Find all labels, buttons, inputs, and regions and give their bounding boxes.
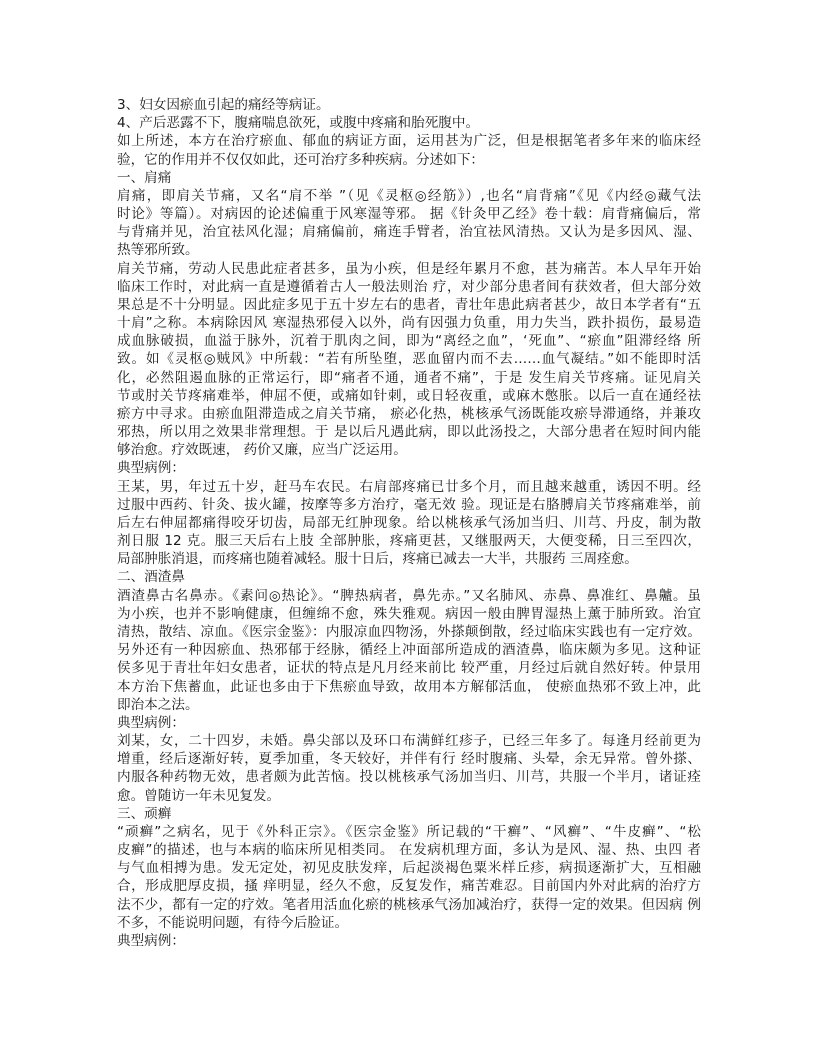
text-line: 3、妇女因瘀血引起的痛经等病证。: [117, 97, 330, 113]
text-line: 另外还有一种因瘀血、热邪郁于经脉，循经上冲面部所造成的酒渣鼻，临床颇为多见。这种证: [117, 642, 701, 659]
text-line: 局部肿胀消退，而疼痛也随着减轻。服十日后，疼痛已减去一大半，共服药 三周痊愈。: [117, 551, 638, 568]
text-line: 肩关节痛，劳动人民患此症者甚多，虽为小疾，但是经年累月不愈，甚为痛苦。本人早年开始: [117, 260, 701, 277]
text-line: 邪热，所以用之效果非常理想。于 是以后凡遇此病，即以此汤投之，大部分患者在短时间内能: [117, 424, 701, 441]
text-line: 如上所述，本方在治疗瘀血、郁血的病证方面，运用甚为广泛，但是根据笔者多年来的临床经: [117, 133, 701, 150]
text-line: 验，它的作用并不仅仅如此，还可治疗多种疾病。分述如下：: [117, 151, 485, 168]
text-line: 后左右伸屈都痛得咬牙切齿，局部无红肿现象。给以桃核承气汤加当归、川芎、丹皮，制为散: [117, 514, 701, 531]
text-line: 增重，经后逐渐好转，夏季加重，冬天较好，并伴有行 经时腹痛、头晕，余无异常。曾外搽、: [117, 751, 701, 768]
text-line: 够治愈。疗效既速， 药价又廉，应当广泛运用。: [117, 442, 407, 459]
text-line: 不多，不能说明问题，有待今后脸证。: [117, 914, 349, 931]
text-line: 剂日服 12 克。服三天后右上肢 全部肿胀，疼痛更甚，又继服两天，大便变稀，日三至四次，: [117, 533, 701, 550]
text-line: 清热，散结、凉血。《医宗金鉴》：内服凉血四物汤，外搽颠倒散，经过临床实践也有一定疗效。: [117, 623, 701, 640]
text-line: 即治本之法。: [117, 696, 199, 713]
text-line: 热等邪所致。: [117, 242, 199, 259]
text-line: 合，形成肥厚皮损，搔 痒明显，经久不愈，反复发作，痛苦难忍。目前国内外对此病的治疗方: [117, 878, 701, 895]
text-line: 内服各种药物无效，患者颇为此苦恼。投以桃核承气汤加当归、川芎，共服一个半月，诸证痊: [117, 769, 701, 786]
text-line: 致。如《灵枢◎贼风》中所载：“若有所坠堕，恶血留内而不去……血气凝结。”如不能即时活: [117, 351, 701, 368]
text-line: 时论》等篇）。对病因的论述偏重于风寒湿等邪。 据《针灸甲乙经》卷十载：肩背痛偏后，常: [117, 206, 701, 223]
text-line: 王某，男，年过五十岁，赶马车农民。右肩部疼痛已廿多个月，而且越来越重，诱因不明。经: [117, 478, 701, 495]
text-line: 过服中西药、针灸、拔火罐，按摩等多方治疗，毫无效 验。现证是右胳膊肩关节疼痛难举，前: [117, 496, 701, 513]
text-line: 十肩”之称。本病除因风 寒湿热邪侵入以外，尚有因强力负重，用力失当，跌扑损伤，最易造: [117, 315, 701, 332]
text-line: 皮癣”的描述，也与本病的临床所见相类同。 在发病机理方面，多认为是风、湿、热、虫四 者: [117, 842, 701, 859]
document-body: [117, 96, 701, 950]
text-line: 酒渣鼻古名鼻赤。《素问◎热论》。“脾热病者，鼻先赤。”又名肺风、赤鼻、鼻准红、鼻齇。虽: [117, 587, 701, 604]
text-line: 果总是不十分明显。因此症多见于五十岁左右的患者，青壮年患此病者甚少，故日本学者有“五: [117, 296, 701, 313]
text-line: 与气血相搏为患。发无定处，初见皮肤发痒，后起淡褐色粟米样丘疹，病损逐渐扩大，互相融: [117, 860, 701, 877]
text-line: 化，必然阻遏血脉的正常运行，即“痛者不通，通者不痛”，于是 发生肩关节疼痛。证见肩关: [117, 369, 701, 386]
text-line: 法不少，都有一定的疗效。笔者用活血化瘀的桃核承气汤加减治疗，获得一定的效果。但因病 例: [117, 896, 701, 913]
text-line: 愈。曾随访一年未见复发。: [117, 787, 281, 804]
section-heading: 一、肩痛: [117, 169, 172, 186]
text-line: 节或肘关节疼痛难举，伸屈不便，或痛如针刺，或日轻夜重，或麻木憋胀。以后一直在通经祛: [117, 387, 701, 404]
text-line: “顽癣”之病名，见于《外科正宗》。《医宗金鉴》所记载的“干癣”、“风癣”、“牛皮癣”、“松: [117, 823, 701, 840]
text-line: 与背痛并见，治宜祛风化湿；肩痛偏前，痛连手臂者，治宜祛风清热。又认为是多因风、湿、: [117, 224, 701, 241]
text-line: 侯多见于青壮年妇女患者，证状的特点是凡月经来前比 较严重，月经过后就自然好转。仲景用: [117, 660, 701, 677]
text-line: 刘某，女，二十四岁，未婚。鼻尖部以及环口布满鲜红疹子，已经三年多了。每逢月经前更为: [117, 733, 701, 750]
text-line: 临床工作时，对此病一直是遵循着古人一般法则治 疗，对少部分患者间有获效者，但大部分效: [117, 278, 701, 295]
case-label: 典型病例：: [117, 460, 185, 477]
text-line: 4、产后恶露不下，腹痛喘息欲死，或腹中疼痛和胎死腹中。: [117, 115, 480, 132]
case-label: 典型病例：: [117, 714, 185, 731]
section-heading: 三、顽癣: [117, 805, 172, 822]
text-line: 为小疾，也并不影响健康，但缠绵不愈，殊失雅观。病因一般由脾胃湿热上薰于肺所致。治宜: [117, 605, 701, 622]
text-line: 本方治下焦蓄血，此证也多由于下焦瘀血导致，故用本方解郁活血， 使瘀血热邪不致上冲，此: [117, 678, 701, 695]
text-line: 肩痛，即肩关节痛，又名“肩不举 ”（见《灵枢◎经筋》）,也名“肩背痛”《见《内经◎藏气法: [117, 187, 701, 204]
section-heading: 二、酒渣鼻: [117, 569, 185, 586]
case-label: 典型病例：: [117, 932, 185, 949]
text-line: 成血脉破损，血溢于脉外，沉着于肌肉之间，即为“离经之血”，‘死血”、“瘀血”阻滞经络 所: [117, 333, 701, 350]
text-line: 瘀方中寻求。由瘀血阻滞造成之肩关节痛， 瘀必化热，桃核承气汤既能攻瘀导滞通络，并兼攻: [117, 405, 701, 422]
